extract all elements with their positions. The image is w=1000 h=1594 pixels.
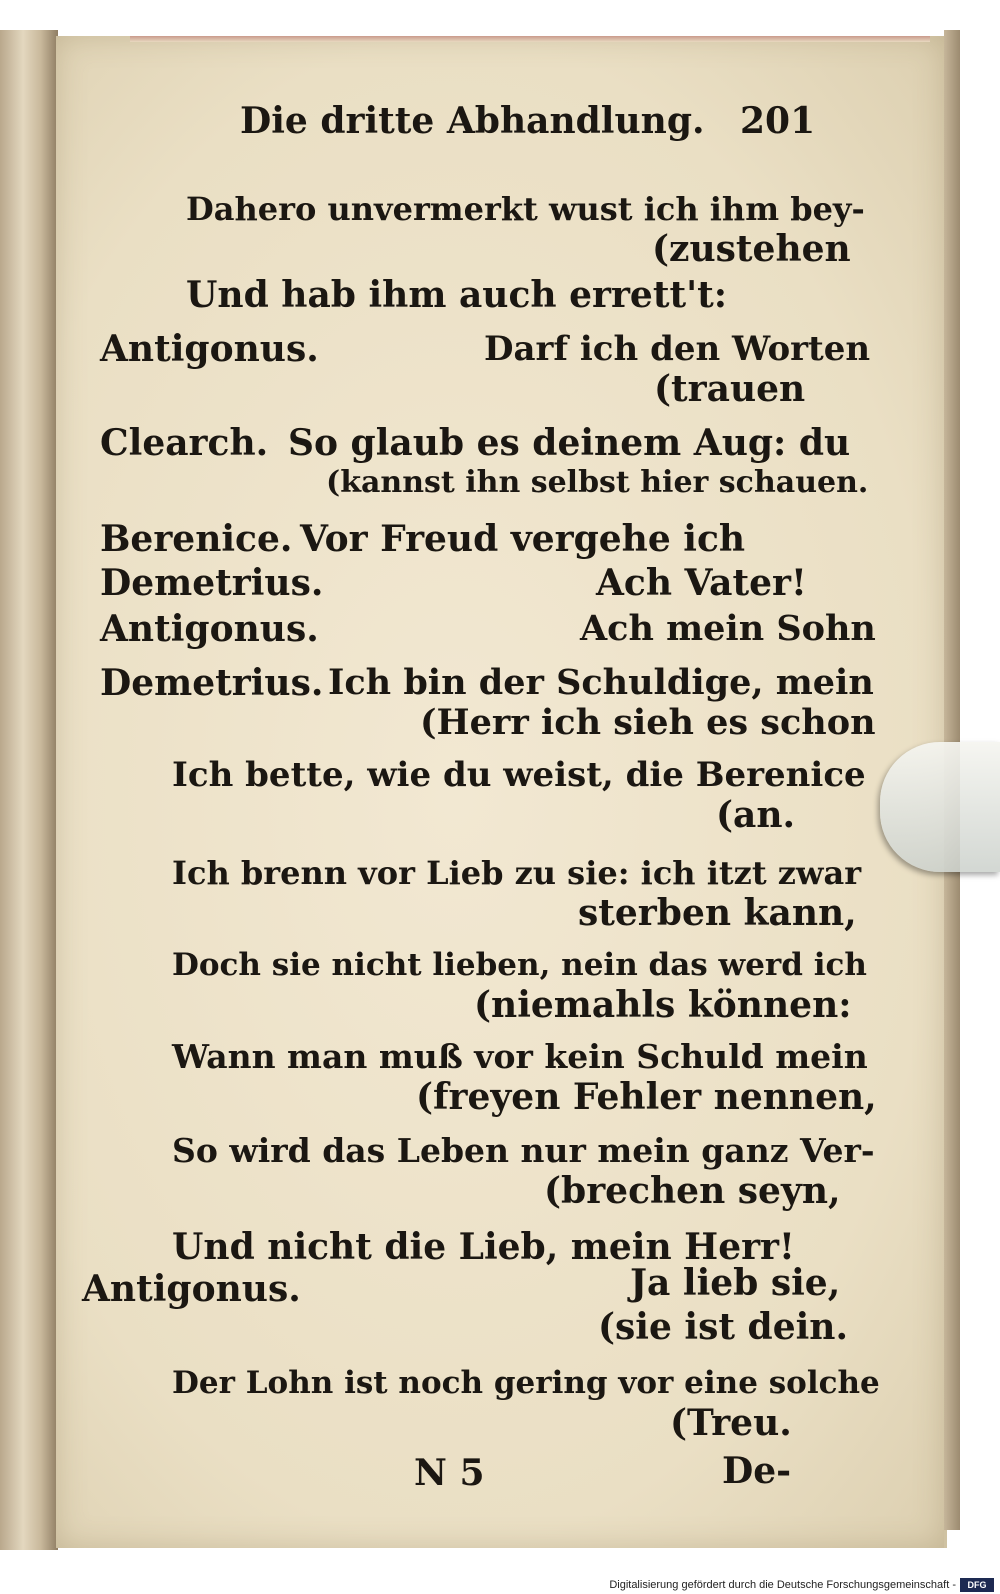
text-line: (brechen seyn,: [544, 1170, 841, 1212]
speaker-label: Demetrius.: [100, 662, 324, 704]
page-top-edge: [130, 36, 930, 42]
text-line: Der Lohn ist noch gering vor eine solche: [172, 1365, 880, 1401]
text-line: Darf ich den Worten: [484, 329, 871, 369]
text-line: Ja lieb sie,: [630, 1262, 841, 1304]
speaker-label: Demetrius.: [100, 562, 324, 604]
page-clip: [880, 742, 1000, 872]
speaker-label: Antigonus.: [82, 1268, 301, 1310]
text-line: (freyen Fehler nennen,: [416, 1076, 877, 1118]
text-line: (niemahls können:: [474, 984, 852, 1026]
speaker-label: Berenice.: [100, 518, 293, 560]
text-line: (Treu.: [670, 1402, 792, 1444]
speaker-label: Antigonus.: [100, 328, 319, 370]
running-head: Die dritte Abhandlung.: [240, 100, 705, 142]
speaker-label: Antigonus.: [100, 608, 319, 650]
text-line: Ich brenn vor Lieb zu sie: ich itzt zwar: [172, 854, 862, 892]
text-line: Dahero unvermerkt wust ich ihm bey-: [186, 190, 865, 228]
text-line: Und nicht die Lieb, mein Herr!: [172, 1226, 795, 1268]
text-line: (an.: [716, 794, 796, 836]
text-line: Ach mein Sohn: [580, 608, 876, 649]
book-left-edge: [0, 30, 58, 1550]
text-line: (zustehen: [652, 228, 851, 270]
signature-mark: N 5: [414, 1452, 485, 1494]
text-line: So glaub es deinem Aug: du: [288, 422, 851, 464]
text-line: (kannst ihn selbst hier schauen.: [326, 465, 869, 500]
text-line: (sie ist dein.: [598, 1306, 848, 1348]
text-line: Wann man muß vor kein Schuld mein: [172, 1037, 868, 1076]
text-line: Ich bette, wie du weist, die Berenice: [172, 755, 866, 795]
text-line: Doch sie nicht lieben, nein das werd ich: [172, 947, 867, 983]
page-number: 201: [740, 100, 816, 142]
text-line: So wird das Leben nur mein ganz Ver-: [172, 1131, 875, 1170]
catchword: De-: [722, 1450, 792, 1492]
text-line: Und hab ihm auch errett't:: [186, 274, 728, 316]
text-line: (trauen: [654, 368, 806, 410]
text-line: (Herr ich sieh es schon: [420, 702, 876, 743]
dfg-logo: DFG: [960, 1578, 994, 1592]
text-line: sterben kann,: [578, 892, 857, 934]
text-line: Vor Freud vergehe ich: [300, 518, 746, 560]
digitization-credit: Digitalisierung gefördert durch die Deutsche Forschungsgemeinschaft -: [609, 1579, 956, 1591]
speaker-label: Clearch.: [100, 422, 269, 464]
text-line: Ich bin der Schuldige, mein: [328, 662, 874, 703]
text-line: Ach Vater!: [596, 562, 807, 604]
